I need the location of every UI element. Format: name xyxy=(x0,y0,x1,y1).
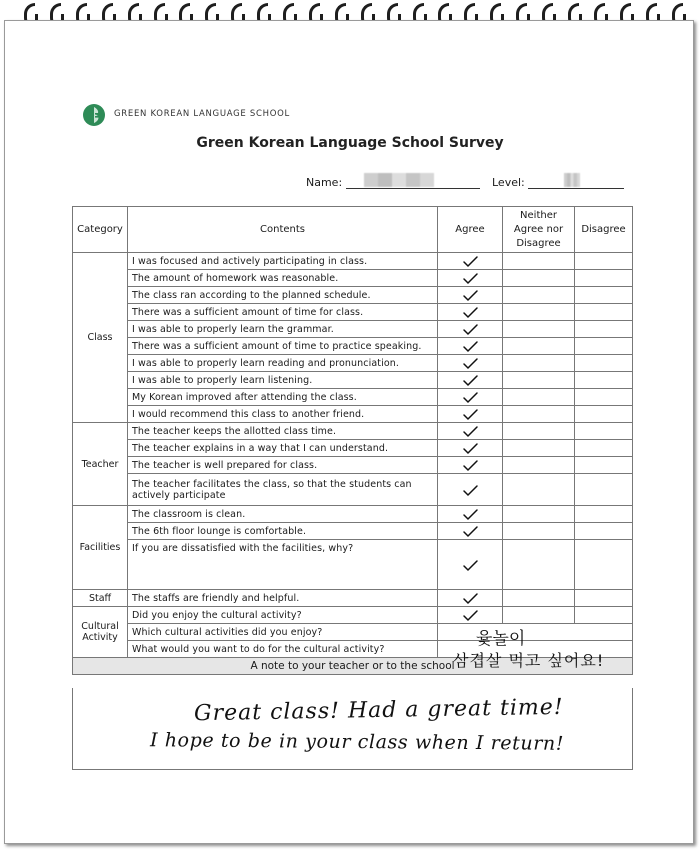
answer-agree[interactable] xyxy=(438,304,503,321)
answer-disagree[interactable] xyxy=(575,355,633,372)
header-category: Category xyxy=(73,207,128,253)
redacted-name xyxy=(364,173,434,187)
question-text: What would you want to do for the cultural activity? xyxy=(128,641,438,658)
answer-neither[interactable] xyxy=(503,355,575,372)
answer-disagree[interactable] xyxy=(575,523,633,540)
question-text: I was able to properly learn reading and pronunciation. xyxy=(128,355,438,372)
answer-disagree[interactable] xyxy=(575,253,633,270)
answer-disagree[interactable] xyxy=(575,474,633,506)
answer-disagree[interactable] xyxy=(575,304,633,321)
question-text: The class ran according to the planned schedule. xyxy=(128,287,438,304)
answer-disagree[interactable] xyxy=(575,506,633,523)
answer-disagree[interactable] xyxy=(575,607,633,624)
category-class: Class xyxy=(73,253,128,423)
check-icon xyxy=(460,289,480,302)
question-text: I was able to properly learn the grammar. xyxy=(128,321,438,338)
answer-agree[interactable] xyxy=(438,523,503,540)
question-text: I was able to properly learn listening. xyxy=(128,372,438,389)
question-text: If you are dissatisfied with the facilities, why? xyxy=(128,540,438,590)
answer-neither[interactable] xyxy=(503,389,575,406)
check-icon xyxy=(460,408,480,421)
check-icon xyxy=(460,559,480,572)
check-icon xyxy=(460,425,480,438)
answer-disagree[interactable] xyxy=(575,321,633,338)
question-text: The teacher facilitates the class, so that the students can actively participate xyxy=(128,474,438,506)
answer-neither[interactable] xyxy=(503,474,575,506)
question-text: Which cultural activities did you enjoy? xyxy=(128,624,438,641)
answer-disagree[interactable] xyxy=(575,590,633,607)
survey-row xyxy=(73,590,633,607)
check-icon xyxy=(460,484,480,497)
category-cultural: Cultural Activity xyxy=(73,607,128,658)
header-agree: Agree xyxy=(438,207,503,253)
level-value-blank xyxy=(528,176,624,189)
note-line-1: Great class! Had a great time! xyxy=(193,694,564,727)
header-neither: Neither Agree nor Disagree xyxy=(503,207,575,253)
header-contents: Contents xyxy=(128,207,438,253)
question-text: My Korean improved after attending the class. xyxy=(128,389,438,406)
survey-row xyxy=(73,457,633,474)
level-label: Level: xyxy=(492,176,525,189)
survey-row xyxy=(73,304,633,321)
answer-neither[interactable] xyxy=(503,287,575,304)
page-title: Green Korean Language School Survey xyxy=(196,135,504,151)
question-text: The amount of homework was reasonable. xyxy=(128,270,438,287)
survey-row xyxy=(73,253,633,270)
answer-agree[interactable] xyxy=(438,321,503,338)
survey-row xyxy=(73,423,633,440)
survey-row xyxy=(73,406,633,423)
question-text: I would recommend this class to another friend. xyxy=(128,406,438,423)
answer-disagree[interactable] xyxy=(575,423,633,440)
answer-neither[interactable] xyxy=(503,423,575,440)
category-teacher: Teacher xyxy=(73,423,128,506)
check-icon xyxy=(460,442,480,455)
answer-disagree[interactable] xyxy=(575,406,633,423)
question-text: The teacher keeps the allotted class time. xyxy=(128,423,438,440)
survey-row xyxy=(73,270,633,287)
answer-cell[interactable] xyxy=(438,624,633,641)
check-icon xyxy=(460,391,480,404)
answer-agree[interactable] xyxy=(438,287,503,304)
survey-table xyxy=(72,206,633,675)
answer-agree[interactable] xyxy=(438,590,503,607)
answer-disagree[interactable] xyxy=(575,338,633,355)
cultural-want-answer: 삼겹살 먹고 싶어요! xyxy=(453,651,605,670)
answer-disagree[interactable] xyxy=(575,372,633,389)
answer-disagree[interactable] xyxy=(575,440,633,457)
check-icon xyxy=(460,592,480,605)
header-row xyxy=(73,207,633,253)
check-icon xyxy=(460,323,480,336)
answer-disagree[interactable] xyxy=(575,287,633,304)
category-staff: Staff xyxy=(73,590,128,607)
check-icon xyxy=(460,374,480,387)
answer-neither[interactable] xyxy=(503,590,575,607)
answer-agree[interactable] xyxy=(438,253,503,270)
name-label: Name: xyxy=(306,176,343,189)
question-text: The 6th floor lounge is comfortable. xyxy=(128,523,438,540)
note-line-2: I hope to be in your class when I return! xyxy=(149,729,565,755)
survey-row xyxy=(73,287,633,304)
survey-row xyxy=(73,474,633,506)
header-disagree: Disagree xyxy=(575,207,633,253)
survey-row xyxy=(73,523,633,540)
answer-neither[interactable] xyxy=(503,523,575,540)
question-text: I was focused and actively participating in class. xyxy=(128,253,438,270)
level-field xyxy=(492,176,624,189)
survey-row xyxy=(73,372,633,389)
check-icon xyxy=(460,357,480,370)
name-field xyxy=(306,176,480,189)
answer-neither[interactable] xyxy=(503,406,575,423)
answer-disagree[interactable] xyxy=(575,457,633,474)
question-text: The staffs are friendly and helpful. xyxy=(128,590,438,607)
answer-neither[interactable] xyxy=(503,457,575,474)
question-text: There was a sufficient amount of time to practice speaking. xyxy=(128,338,438,355)
answer-agree[interactable] xyxy=(438,423,503,440)
question-text: The teacher is well prepared for class. xyxy=(128,457,438,474)
answer-neither[interactable] xyxy=(503,304,575,321)
check-icon xyxy=(460,525,480,538)
answer-agree[interactable] xyxy=(438,389,503,406)
question-text: The classroom is clean. xyxy=(128,506,438,523)
survey-row xyxy=(73,321,633,338)
school-logo-icon xyxy=(82,103,106,127)
answer-disagree[interactable] xyxy=(575,270,633,287)
answer-agree[interactable] xyxy=(438,457,503,474)
answer-agree[interactable] xyxy=(438,406,503,423)
answer-neither[interactable] xyxy=(503,253,575,270)
check-icon xyxy=(460,508,480,521)
check-icon xyxy=(460,459,480,472)
survey-row xyxy=(73,338,633,355)
survey-row xyxy=(73,607,633,624)
answer-agree[interactable] xyxy=(438,355,503,372)
survey-row xyxy=(73,389,633,406)
answer-agree[interactable] xyxy=(438,607,503,624)
answer-neither[interactable] xyxy=(503,321,575,338)
survey-row xyxy=(73,506,633,523)
answer-neither[interactable] xyxy=(503,338,575,355)
check-icon xyxy=(460,272,480,285)
question-text: Did you enjoy the cultural activity? xyxy=(128,607,438,624)
answer-neither[interactable] xyxy=(503,540,575,590)
answer-neither[interactable] xyxy=(503,506,575,523)
survey-row xyxy=(73,624,633,641)
answer-agree[interactable] xyxy=(438,474,503,506)
answer-disagree[interactable] xyxy=(575,540,633,590)
question-text: There was a sufficient amount of time for class. xyxy=(128,304,438,321)
answer-agree[interactable] xyxy=(438,440,503,457)
question-text: The teacher explains in a way that I can understand. xyxy=(128,440,438,457)
answer-agree[interactable] xyxy=(438,540,503,590)
answer-neither[interactable] xyxy=(503,372,575,389)
survey-row xyxy=(73,440,633,457)
check-icon xyxy=(460,609,480,622)
answer-neither[interactable] xyxy=(503,607,575,624)
check-icon xyxy=(460,255,480,268)
answer-agree[interactable] xyxy=(438,270,503,287)
answer-agree[interactable] xyxy=(438,372,503,389)
note-heading: A note to your teacher or to the school xyxy=(73,658,633,675)
check-icon xyxy=(460,306,480,319)
check-icon xyxy=(460,340,480,353)
school-name: GREEN KOREAN LANGUAGE SCHOOL xyxy=(114,109,290,119)
name-value-blank xyxy=(346,176,480,189)
redacted-level xyxy=(564,173,580,187)
answer-neither[interactable] xyxy=(503,440,575,457)
survey-row xyxy=(73,355,633,372)
cultural-enjoyed-answer: 윷놀이 xyxy=(476,629,526,649)
survey-row xyxy=(73,540,633,590)
answer-disagree[interactable] xyxy=(575,389,633,406)
category-facilities: Facilities xyxy=(73,506,128,590)
answer-agree[interactable] xyxy=(438,338,503,355)
answer-neither[interactable] xyxy=(503,270,575,287)
answer-agree[interactable] xyxy=(438,506,503,523)
